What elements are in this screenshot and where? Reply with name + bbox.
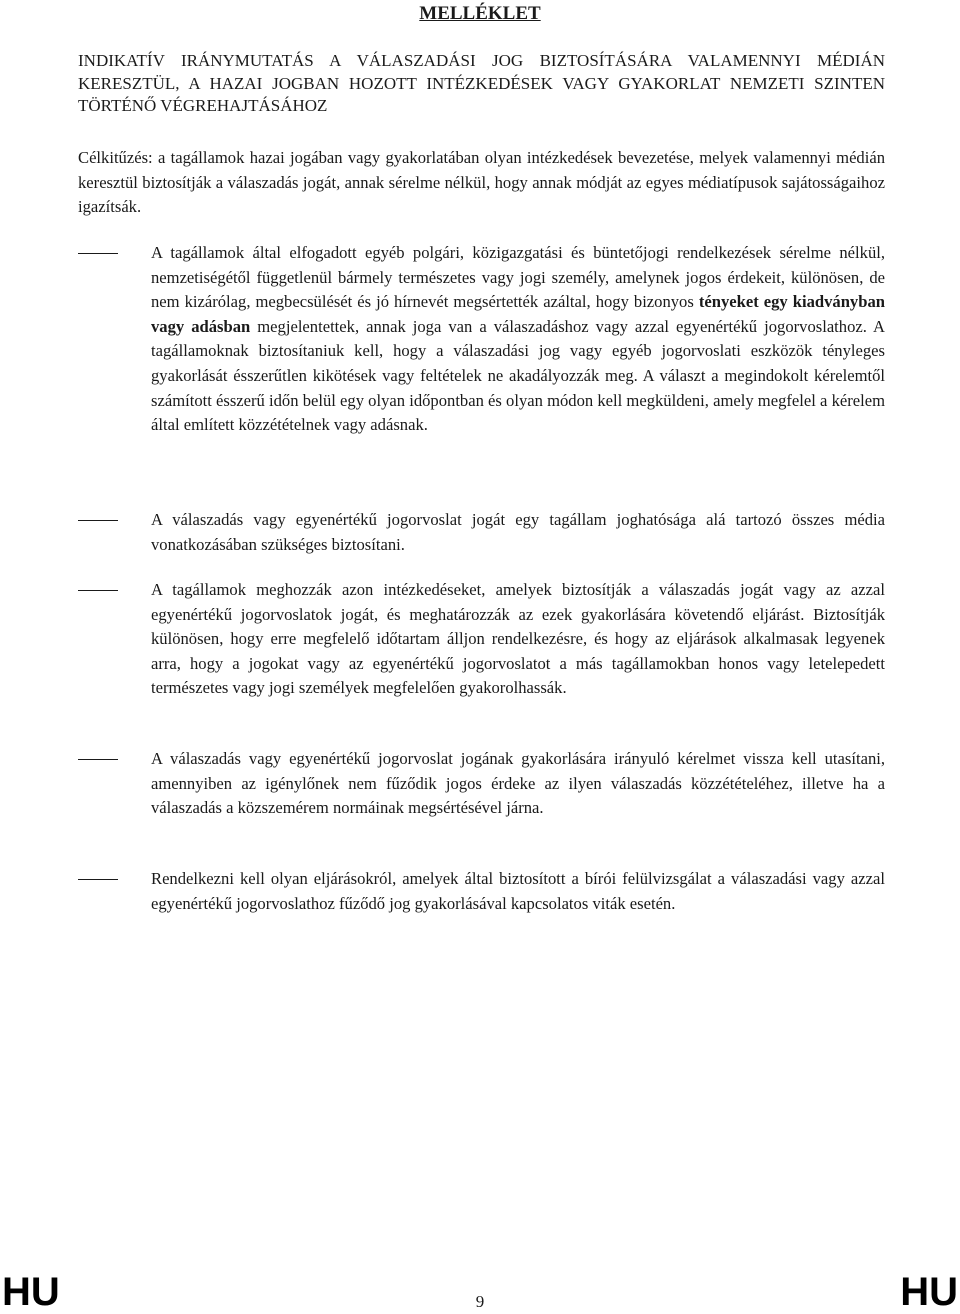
dash-bullet (78, 759, 118, 760)
annex-heading: INDIKATÍV IRÁNYMUTATÁS A VÁLASZADÁSI JOG BIZTOSÍTÁSÁRA VALAMENNYI MÉDIÁN KERESZTÜL, A HAZAI JOGBAN HOZOTT INTÉZKEDÉSEK VAGY GYAKORLAT NEMZETI SZINTEN TÖRTÉNŐ VÉGREHAJTÁSÁHOZ (78, 51, 885, 115)
item-bold-text: tényeket egy kiadványban vagy adásban (151, 292, 885, 336)
item-text-part: megjelentettek, annak joga van a válaszadáshoz vagy azzal egyenértékű jogorvoslathoz. A tagállamoknak biztosítaniuk kell, hogy a válaszadási jog vagy egyéb jogorvoslati eszközök tényleges gyakorlását ésszerűtlen kikötések vagy feltételek ne akadályozzák meg. A választ a megindokolt kérelemtől számított ésszerű időn belül egy olyan időpontban és olyan módon kell megküldeni, amely megfelel a kérelem által említett közzétételnek vagy adásnak. (151, 316, 885, 435)
list-item (78, 747, 885, 821)
list-item-text: Rendelkezni kell olyan eljárásokról, amelyek által biztosított a bírói felülvizsgálat a válaszadási vagy azzal egyenértékű jogorvoslathoz fűződő jog gyakorlásával kapcsolatos viták esetén. (151, 869, 885, 913)
dash-bullet (78, 879, 118, 880)
footer-language-code-left: HU (2, 1270, 60, 1314)
objective-paragraph: Célkitűzés: a tagállamok hazai jogában vagy gyakorlatában olyan intézkedések bevezetése, melyek valamennyi médián keresztül biztosítják a válaszadás jogát, annak sérelme nélkül, hogy annak módját az egyes médiatípusok sajátosságaihoz igazítsák. (78, 148, 885, 217)
list-item (78, 508, 885, 557)
list-item-text (151, 241, 885, 438)
dash-bullet (78, 253, 118, 254)
dash-bullet (78, 590, 118, 591)
page-number: 9 (475, 1292, 485, 1311)
list-item-text: A válaszadás vagy egyenértékű jogorvoslat jogának gyakorlására irányuló kérelmet vissza kell utasítani, amennyiben az igénylőnek nem fűződik jogos érdeke az ilyen válaszadás közzétételéhez, illetve ha a válaszadás a közszemérem normáinak megsértésével járna. (151, 749, 885, 818)
list-item (78, 578, 885, 701)
list-item-text: A tagállamok meghozzák azon intézkedéseket, amelyek biztosítják a válaszadás jogát vagy az azzal egyenértékű jogorvoslatok jogát, és meghatározzák az ezek gyakorlására követendő eljárást. Biztosítják különösen, hogy erre megfelelő időtartam álljon rendelkezésre, és hogy az eljárások alkalmasak legyenek arra, hogy a jogokat vagy az egyenértékű jogorvoslatot a más tagállamokban honos vagy letelepedett természetes vagy jogi személyek megfelelően gyakorolhassák. (151, 580, 885, 698)
list-item-text: A válaszadás vagy egyenértékű jogorvoslat jogát egy tagállam joghatósága alá tartozó összes média vonatkozásában szükséges biztosítani. (151, 510, 885, 554)
annex-title: MELLÉKLET (419, 3, 541, 24)
footer-language-code-right: HU (900, 1270, 958, 1314)
item-text-part: A tagállamok által elfogadott egyéb polgári, közigazgatási és büntetőjogi rendelkezések sérelme nélkül, nemzetiségétől függetlenül bármely természetes vagy jogi személy, amelynek jogos érdekeit, különösen, de nem kizárólag, megbecsülését és jó hírnevét megsértették azáltal, hogy bizonyos (151, 243, 885, 312)
list-item (78, 241, 885, 438)
dash-bullet (78, 520, 118, 521)
list-item (78, 867, 885, 916)
